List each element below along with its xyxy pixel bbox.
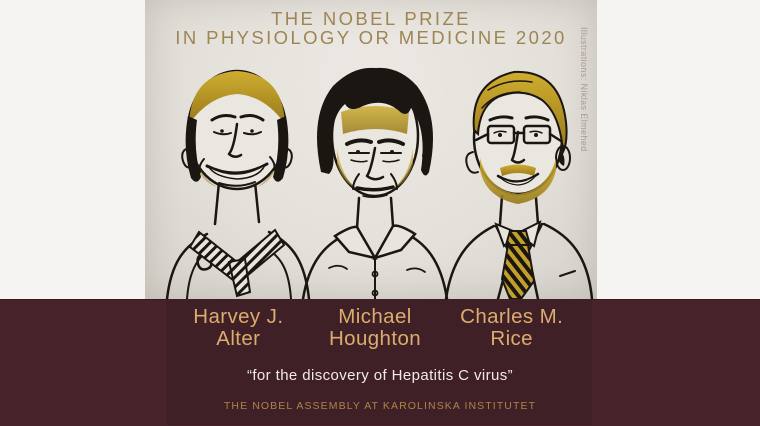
portraits-illustration [145, 56, 597, 299]
prize-citation: “for the discovery of Hepatitis C virus” [246, 367, 514, 384]
name-line-1: Harvey J. [193, 305, 284, 328]
portrait-illustration-harvey-alter [167, 71, 309, 299]
awarding-body: THE NOBEL ASSEMBLY AT KAROLINSKA INSTITUTET [223, 400, 537, 412]
name-line-2: Houghton [328, 327, 422, 350]
laureate-names-row [170, 306, 580, 350]
laureate-name-charles-rice [443, 306, 580, 350]
laureate-portraits [145, 56, 597, 299]
portrait-illustration-charles-rice [446, 72, 592, 299]
name-line-2: Alter [216, 327, 261, 350]
laureate-name-harvey-alter [170, 306, 307, 350]
poster-card [145, 0, 597, 425]
illustration-credit: Illustrations: Niklas Elmehed [579, 27, 589, 152]
laureate-name-michael-houghton [307, 306, 444, 350]
poster-title [145, 9, 597, 47]
name-line-1: Charles M. [460, 305, 564, 328]
name-line-1: Michael [338, 305, 412, 328]
portrait-illustration-michael-houghton [303, 68, 447, 299]
title-line-2: IN PHYSIOLOGY OR MEDICINE 2020 [175, 27, 567, 48]
title-line-1: THE NOBEL PRIZE [271, 8, 471, 29]
name-line-2: Rice [490, 327, 533, 350]
